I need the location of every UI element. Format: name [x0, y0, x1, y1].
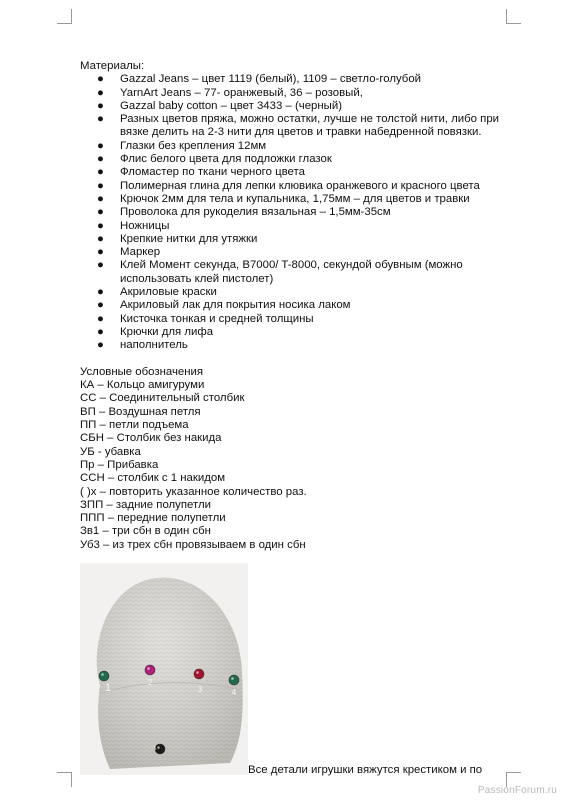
bullet-icon: ●: [97, 192, 104, 205]
materials-item-text: Крючки для лифа: [120, 325, 214, 338]
materials-item: [80, 259, 510, 286]
materials-item: [80, 220, 510, 233]
photo-caption: Все детали игрушки вяжутся крестиком и по: [248, 764, 483, 776]
bullet-icon: ●: [97, 259, 104, 272]
materials-item: [80, 140, 510, 153]
materials-item-text: Разных цветов пряжа, можно остатки, лучше не толстой нити, либо при вязке делить на 2-3 нити для цветов и травки набедренной повязки.: [120, 113, 500, 139]
legend-item: СБН – Столбик без накида: [80, 432, 222, 445]
watermark: PassionForum.ru: [477, 785, 557, 796]
materials-item: [80, 113, 510, 140]
materials-item-text: Gazzal Jeans – цвет 1119 (белый), 1109 – светло-голубой: [120, 73, 422, 86]
bullet-icon: ●: [97, 246, 104, 259]
materials-item-text: Gazzal baby cotton – цвет 3433 – (черный): [120, 99, 342, 112]
materials-item: [80, 193, 510, 206]
legend-item: ( )х – повторить указанное количество раз.: [80, 485, 307, 498]
legend-list: [80, 379, 510, 552]
materials-item-text: Полимерная глина для лепки клювика оранжевого и красного цвета: [120, 179, 480, 192]
legend-item: СС – Соединительный столбик: [80, 392, 245, 405]
materials-item-text: наполнитель: [120, 339, 188, 352]
legend-item: ВП – Воздушная петля: [80, 405, 201, 418]
materials-item: [80, 73, 510, 86]
legend-item: Пр – Прибавка: [80, 458, 159, 471]
bullet-icon: ●: [97, 299, 104, 312]
bullet-icon: ●: [97, 139, 104, 152]
legend-item: ЗПП – задние полупетли: [80, 498, 211, 511]
materials-item-text: Проволока для рукоделия вязальная – 1,5мм-35см: [120, 206, 391, 219]
bullet-icon: ●: [97, 325, 104, 338]
bullet-icon: ●: [97, 219, 104, 232]
materials-item: [80, 326, 510, 339]
bullet-icon: ●: [97, 286, 104, 299]
materials-item-text: Фломастер по ткани черного цвета: [120, 166, 305, 179]
pin-highlight: [196, 671, 199, 674]
materials-item-text: Клей Момент секунда, B7000/ T-8000, секундой обувным (можно использовать клей пистолет): [120, 259, 463, 285]
materials-item: [80, 87, 510, 100]
pin-highlight: [101, 673, 104, 676]
materials-item-text: Глазки без крепления 12мм: [120, 139, 267, 152]
materials-item: [80, 313, 510, 326]
materials-item: [80, 206, 510, 219]
materials-item-text: YarnArt Jeans – 77- оранжевый, 36 – розовый,: [120, 86, 363, 99]
materials-item: [80, 299, 510, 312]
bullet-icon: ●: [97, 339, 104, 352]
marker-pin-icon: [194, 669, 204, 679]
materials-item: [80, 339, 510, 352]
materials-item-text: Флис белого цвета для подложки глазок: [120, 153, 332, 166]
materials-item: [80, 286, 510, 299]
legend-item: ППП – передние полупетли: [80, 512, 226, 525]
marker-pin-icon: [229, 675, 239, 685]
bullet-icon: ●: [97, 179, 104, 192]
pin-number-label: 2: [147, 678, 153, 687]
materials-item: [80, 153, 510, 166]
materials-item-text: Акриловые краски: [120, 286, 217, 299]
bullet-icon: ●: [97, 99, 104, 112]
legend-item: ПП – петли подъема: [80, 419, 189, 432]
bullet-icon: ●: [97, 113, 104, 126]
legend-heading: Условные обозначения: [80, 365, 204, 378]
marker-pin-icon: [145, 665, 155, 675]
materials-item-text: Маркер: [120, 246, 161, 259]
materials-heading: Материалы:: [80, 60, 145, 72]
materials-item: [80, 100, 510, 113]
legend-item: УБ - убавка: [80, 445, 141, 458]
crop-mark-bottom-left: [57, 772, 72, 787]
bullet-icon: ●: [97, 232, 104, 245]
pin-number-label: 3: [197, 685, 203, 694]
bullet-icon: ●: [97, 73, 104, 86]
legend-item: ССН – столбик с 1 накидом: [80, 472, 226, 485]
legend-item: КА – Кольцо амигуруми: [80, 379, 205, 392]
materials-item: [80, 233, 510, 246]
legend-item: Уб3 – из трех сбн провязываем в один сбн: [80, 538, 306, 551]
document-body: [80, 60, 510, 552]
marker-pin-icon: [99, 671, 109, 681]
bullet-icon: ●: [97, 166, 104, 179]
materials-item-text: Акриловый лак для покрытия носика лаком: [120, 299, 351, 312]
materials-item-text: Ножницы: [120, 219, 170, 232]
materials-list: [80, 73, 510, 352]
section-spacer: [80, 353, 510, 366]
crop-mark-top-left: [57, 9, 72, 24]
materials-item: [80, 166, 510, 179]
toy-head-photo: [80, 563, 248, 775]
bullet-icon: ●: [97, 312, 104, 325]
materials-item: [80, 180, 510, 193]
pin-number-label: 1: [104, 682, 112, 694]
legend-item: Зв1 – три сбн в один сбн: [80, 525, 211, 538]
pin-highlight: [157, 746, 160, 749]
materials-item-text: Крепкие нитки для утяжки: [120, 232, 258, 245]
crop-mark-top-right: [506, 9, 521, 24]
marker-pin-icon: [155, 744, 165, 754]
pin-number-label: 4: [231, 688, 237, 697]
pin-number-label: 5: [153, 746, 157, 752]
materials-item: [80, 246, 510, 259]
pin-highlight: [147, 667, 150, 670]
bullet-icon: ●: [97, 153, 104, 166]
pin-highlight: [231, 677, 234, 680]
bullet-icon: ●: [97, 86, 104, 99]
materials-item-text: Крючок 2мм для тела и купальника, 1,75мм – для цветов и травки: [120, 192, 470, 205]
bullet-icon: ●: [97, 206, 104, 219]
materials-item-text: Кисточка тонкая и средней толщины: [120, 312, 314, 325]
